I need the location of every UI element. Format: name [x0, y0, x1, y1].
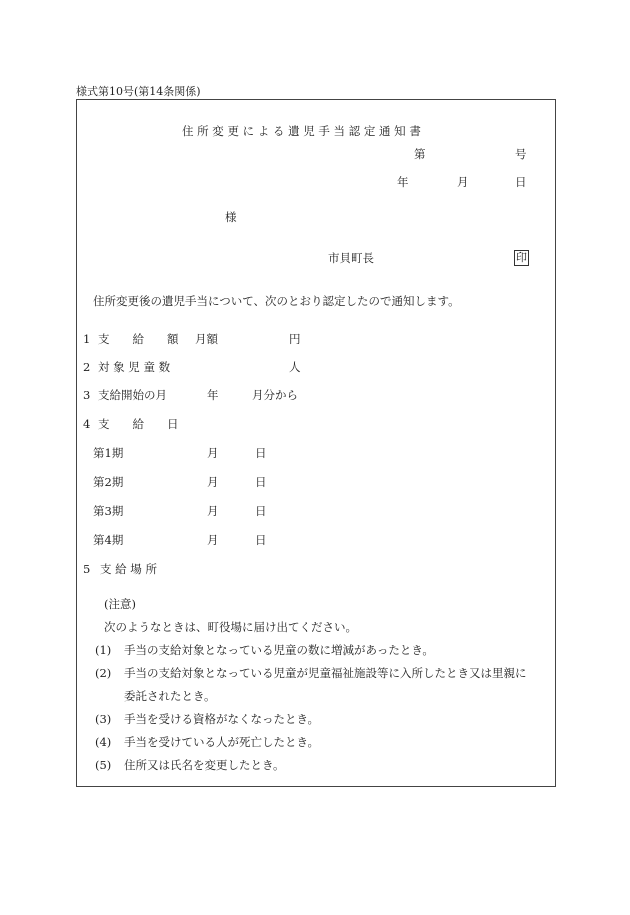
date-year: 年 — [397, 175, 409, 189]
doc-number-prefix: 第 — [414, 147, 426, 161]
item-5-number: 5 — [83, 562, 91, 576]
item-1-unit: 円 — [289, 332, 301, 346]
period-3-label: 第3期 — [93, 504, 124, 518]
period-1-label: 第1期 — [93, 446, 124, 460]
notes-lead: 次のようなときは、町役場に届け出てください。 — [104, 620, 357, 634]
form-number: 様式第10号(第14条関係) — [76, 85, 201, 98]
note-3-text: 手当を受ける資格がなくなったとき。 — [124, 712, 320, 726]
note-5-number: (5) — [95, 758, 112, 772]
item-2-number: 2 — [83, 360, 91, 374]
note-1-text: 手当の支給対象となっている児童の数に増減があったとき。 — [124, 643, 434, 657]
period-3-day: 日 — [255, 504, 267, 518]
note-2-continuation: 委託されたとき。 — [124, 689, 216, 703]
notice-form — [76, 99, 556, 787]
doc-number-suffix: 号 — [515, 147, 527, 161]
period-3-month: 月 — [207, 504, 219, 518]
item-4-label: 支 給 日 — [98, 417, 179, 431]
item-3-month-from: 月分から — [252, 388, 298, 402]
notes-heading: (注意) — [104, 597, 136, 611]
date-month: 月 — [457, 175, 469, 189]
period-2-day: 日 — [255, 475, 267, 489]
item-2-label: 対 象 児 童 数 — [98, 360, 171, 374]
note-2-number: (2) — [95, 666, 112, 680]
period-2-label: 第2期 — [93, 475, 124, 489]
item-1-monthly: 月額 — [195, 332, 218, 346]
item-5-label: 支 給 場 所 — [100, 562, 157, 576]
period-4-label: 第4期 — [93, 533, 124, 547]
issuer-name: 市貝町長 — [328, 251, 374, 265]
item-3-label: 支給開始の月 — [98, 388, 167, 402]
note-3-number: (3) — [95, 712, 112, 726]
note-4-text: 手当を受けている人が死亡したとき。 — [124, 735, 320, 749]
intro-text: 住所変更後の遺児手当について、次のとおり認定したので通知します。 — [93, 294, 460, 308]
period-1-month: 月 — [207, 446, 219, 460]
note-5-text: 住所又は氏名を変更したとき。 — [124, 758, 285, 772]
item-3-year: 年 — [207, 388, 219, 402]
seal-mark: 印 — [516, 251, 527, 264]
period-4-month: 月 — [207, 533, 219, 547]
note-4-number: (4) — [95, 735, 112, 749]
period-4-day: 日 — [255, 533, 267, 547]
item-1-number: 1 — [83, 332, 91, 346]
date-day: 日 — [515, 175, 527, 189]
period-2-month: 月 — [207, 475, 219, 489]
period-1-day: 日 — [255, 446, 267, 460]
item-4-number: 4 — [83, 417, 91, 431]
note-1-number: (1) — [95, 643, 112, 657]
item-3-number: 3 — [83, 388, 91, 402]
recipient-honorific: 様 — [225, 210, 237, 224]
document-title: 住 所 変 更 に よ る 遺 児 手 当 認 定 通 知 書 — [182, 124, 421, 138]
note-2-text: 手当の支給対象となっている児童が児童福祉施設等に入所したとき又は里親に — [124, 666, 527, 680]
item-1-label: 支 給 額 — [98, 332, 179, 346]
item-2-unit: 人 — [289, 360, 301, 374]
